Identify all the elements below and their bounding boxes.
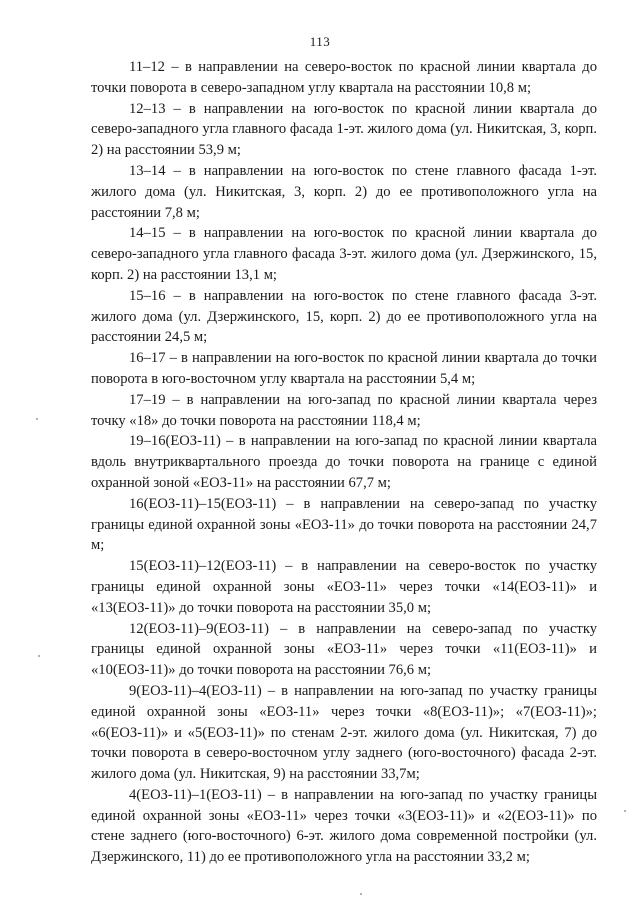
boundary-segment-15eoz-12eoz: 15(ЕОЗ-11)–12(ЕОЗ-11) – в направлении на северо-восток по участку границы единой охранной зоны «ЕОЗ-11» через точки «14(ЕОЗ-11)» и «13(ЕОЗ-11)» до точки поворота на расстоянии 35,0 м;: [91, 558, 597, 616]
boundary-segment-11-12: 11–12 – в направлении на северо-восток по красной линии квартала до точки поворота в северо-западном углу квартала на расстоянии 10,8 м;: [91, 59, 597, 96]
scan-speck: [36, 418, 38, 420]
boundary-segment-9eoz-4eoz: 9(ЕОЗ-11)–4(ЕОЗ-11) – в направлении на юго-запад по участку границы единой охранной зоны «ЕОЗ-11» через точки «8(ЕОЗ-11)»; «7(ЕОЗ-11)»; «6(ЕОЗ-11)» и «5(ЕОЗ-11)» по стенам 2-эт. жилого дома (ул. Никитская, 7) до точки поворота в северо-восточном углу заднего (юго-восточного) фасада 2-эт. жилого дома (ул. Никитская, 9) на расстоянии 33,7м;: [91, 682, 597, 783]
boundary-segment-16eoz-15eoz: 16(ЕОЗ-11)–15(ЕОЗ-11) – в направлении на северо-запад по участку границы единой охранной зоны «ЕОЗ-11» до точки поворота на расстоянии 24,7 м;: [91, 495, 597, 554]
boundary-segment-19-16eoz: 19–16(ЕОЗ-11) – в направлении на юго-запад по красной линии квартала вдоль внутриквартального проезда до точки поворота на границе с единой охранной зоной «ЕОЗ-11» на расстоянии 67,7 м;: [91, 433, 597, 491]
boundary-segment-13-14: 13–14 – в направлении на юго-восток по стене главного фасада 1-эт. жилого дома (ул. Никитская, 3, корп. 2) до ее противоположного угла на расстоянии 7,8 м;: [91, 162, 597, 221]
document-body: [91, 57, 597, 868]
boundary-segment-14-15: 14–15 – в направлении на юго-восток по красной линии квартала до северо-западного угла главного фасада 3-эт. жилого дома (ул. Дзержинского, 15, корп. 2) на расстоянии 13,1 м;: [91, 225, 597, 283]
boundary-segment-12eoz-9eoz: 12(ЕОЗ-11)–9(ЕОЗ-11) – в направлении на северо-запад по участку границы единой охранной зоны «ЕОЗ-11» через точки «11(ЕОЗ-11)» и «10(ЕОЗ-11)» до точки поворота на расстоянии 76,6 м;: [91, 620, 597, 679]
boundary-segment-4eoz-1eoz: 4(ЕОЗ-11)–1(ЕОЗ-11) – в направлении на юго-запад по участку границы единой охранной зоны «ЕОЗ-11» через точки «3(ЕОЗ-11)» и «2(ЕОЗ-11)» по стене заднего (юго-восточного) 6-эт. жилого дома современной постройки (ул. Дзержинского, 11) до ее противоположного угла на расстоянии 33,2 м;: [91, 786, 597, 866]
boundary-segment-17-19: 17–19 – в направлении на юго-запад по красной линии квартала через точку «18» до точки поворота на расстоянии 118,4 м;: [91, 391, 597, 429]
boundary-segment-16-17: 16–17 – в направлении на юго-восток по красной линии квартала до точки поворота в юго-восточном углу квартала на расстоянии 5,4 м;: [91, 350, 597, 387]
scan-speck: [360, 893, 362, 895]
boundary-segment-12-13: 12–13 – в направлении на юго-восток по красной линии квартала до северо-западного угла главного фасада 1-эт. жилого дома (ул. Никитская, 3, корп. 2) на расстоянии 53,9 м;: [91, 100, 597, 159]
scan-speck: [38, 655, 40, 657]
page-number: 113: [309, 34, 331, 49]
scan-speck: [624, 810, 626, 812]
boundary-segment-15-16: 15–16 – в направлении на юго-восток по стене главного фасада 3-эт. жилого дома (ул. Дзержинского, 15, корп. 2) до ее противоположного угла на расстоянии 24,5 м;: [91, 287, 597, 346]
